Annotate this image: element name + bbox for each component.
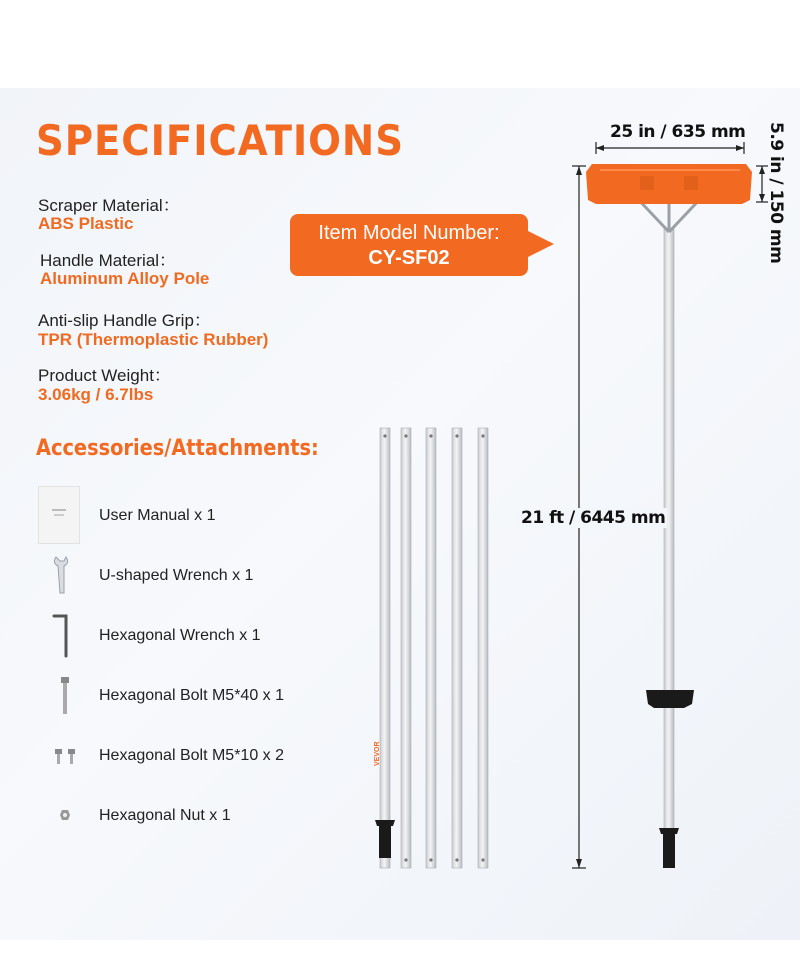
accessory-label-short-bolt: Hexagonal Bolt M5*10 x 2 [99, 747, 284, 764]
brand-mark: VEVOR [374, 741, 381, 766]
page-title: SPECIFICATIONS [36, 116, 404, 165]
spec-label-weight: Product Weight： [38, 366, 171, 385]
accessories-title: Accessories/Attachments: [36, 436, 319, 461]
spec-label-handle: Handle Material： [40, 251, 177, 270]
accessory-label-u-wrench: U-shaped Wrench x 1 [99, 567, 254, 584]
spec-value-handle: Aluminum Alloy Pole [40, 269, 210, 288]
accessory-label-manual: User Manual x 1 [99, 507, 216, 524]
pole-segments [380, 428, 488, 868]
dimension-width: 25 in / 635 mm [610, 122, 746, 142]
spec-label-scraper: Scraper Material： [38, 196, 180, 215]
bottom-grip [659, 828, 679, 868]
accessory-label-nut: Hexagonal Nut x 1 [99, 807, 231, 824]
spec-value-grip: TPR (Thermoplastic Rubber) [38, 330, 269, 349]
model-label: Item Model Number: [318, 222, 500, 244]
dimension-length: 21 ft / 6445 mm [521, 508, 666, 528]
brand-mark-box [374, 742, 396, 778]
dimension-height: 5.9 in / 150 mm [766, 122, 786, 264]
spec-label-grip: Anti-slip Handle Grip： [38, 311, 211, 330]
spec-value-scraper: ABS Plastic [38, 214, 134, 233]
segment-grip [375, 820, 395, 858]
model-value: CY-SF02 [368, 247, 450, 269]
accessory-label-hex-wrench: Hexagonal Wrench x 1 [99, 627, 261, 644]
spec-value-weight: 3.06kg / 6.7lbs [38, 385, 154, 404]
accessory-label-long-bolt: Hexagonal Bolt M5*40 x 1 [99, 687, 284, 704]
mid-handle [646, 690, 694, 708]
dimension-height-box [766, 122, 786, 264]
